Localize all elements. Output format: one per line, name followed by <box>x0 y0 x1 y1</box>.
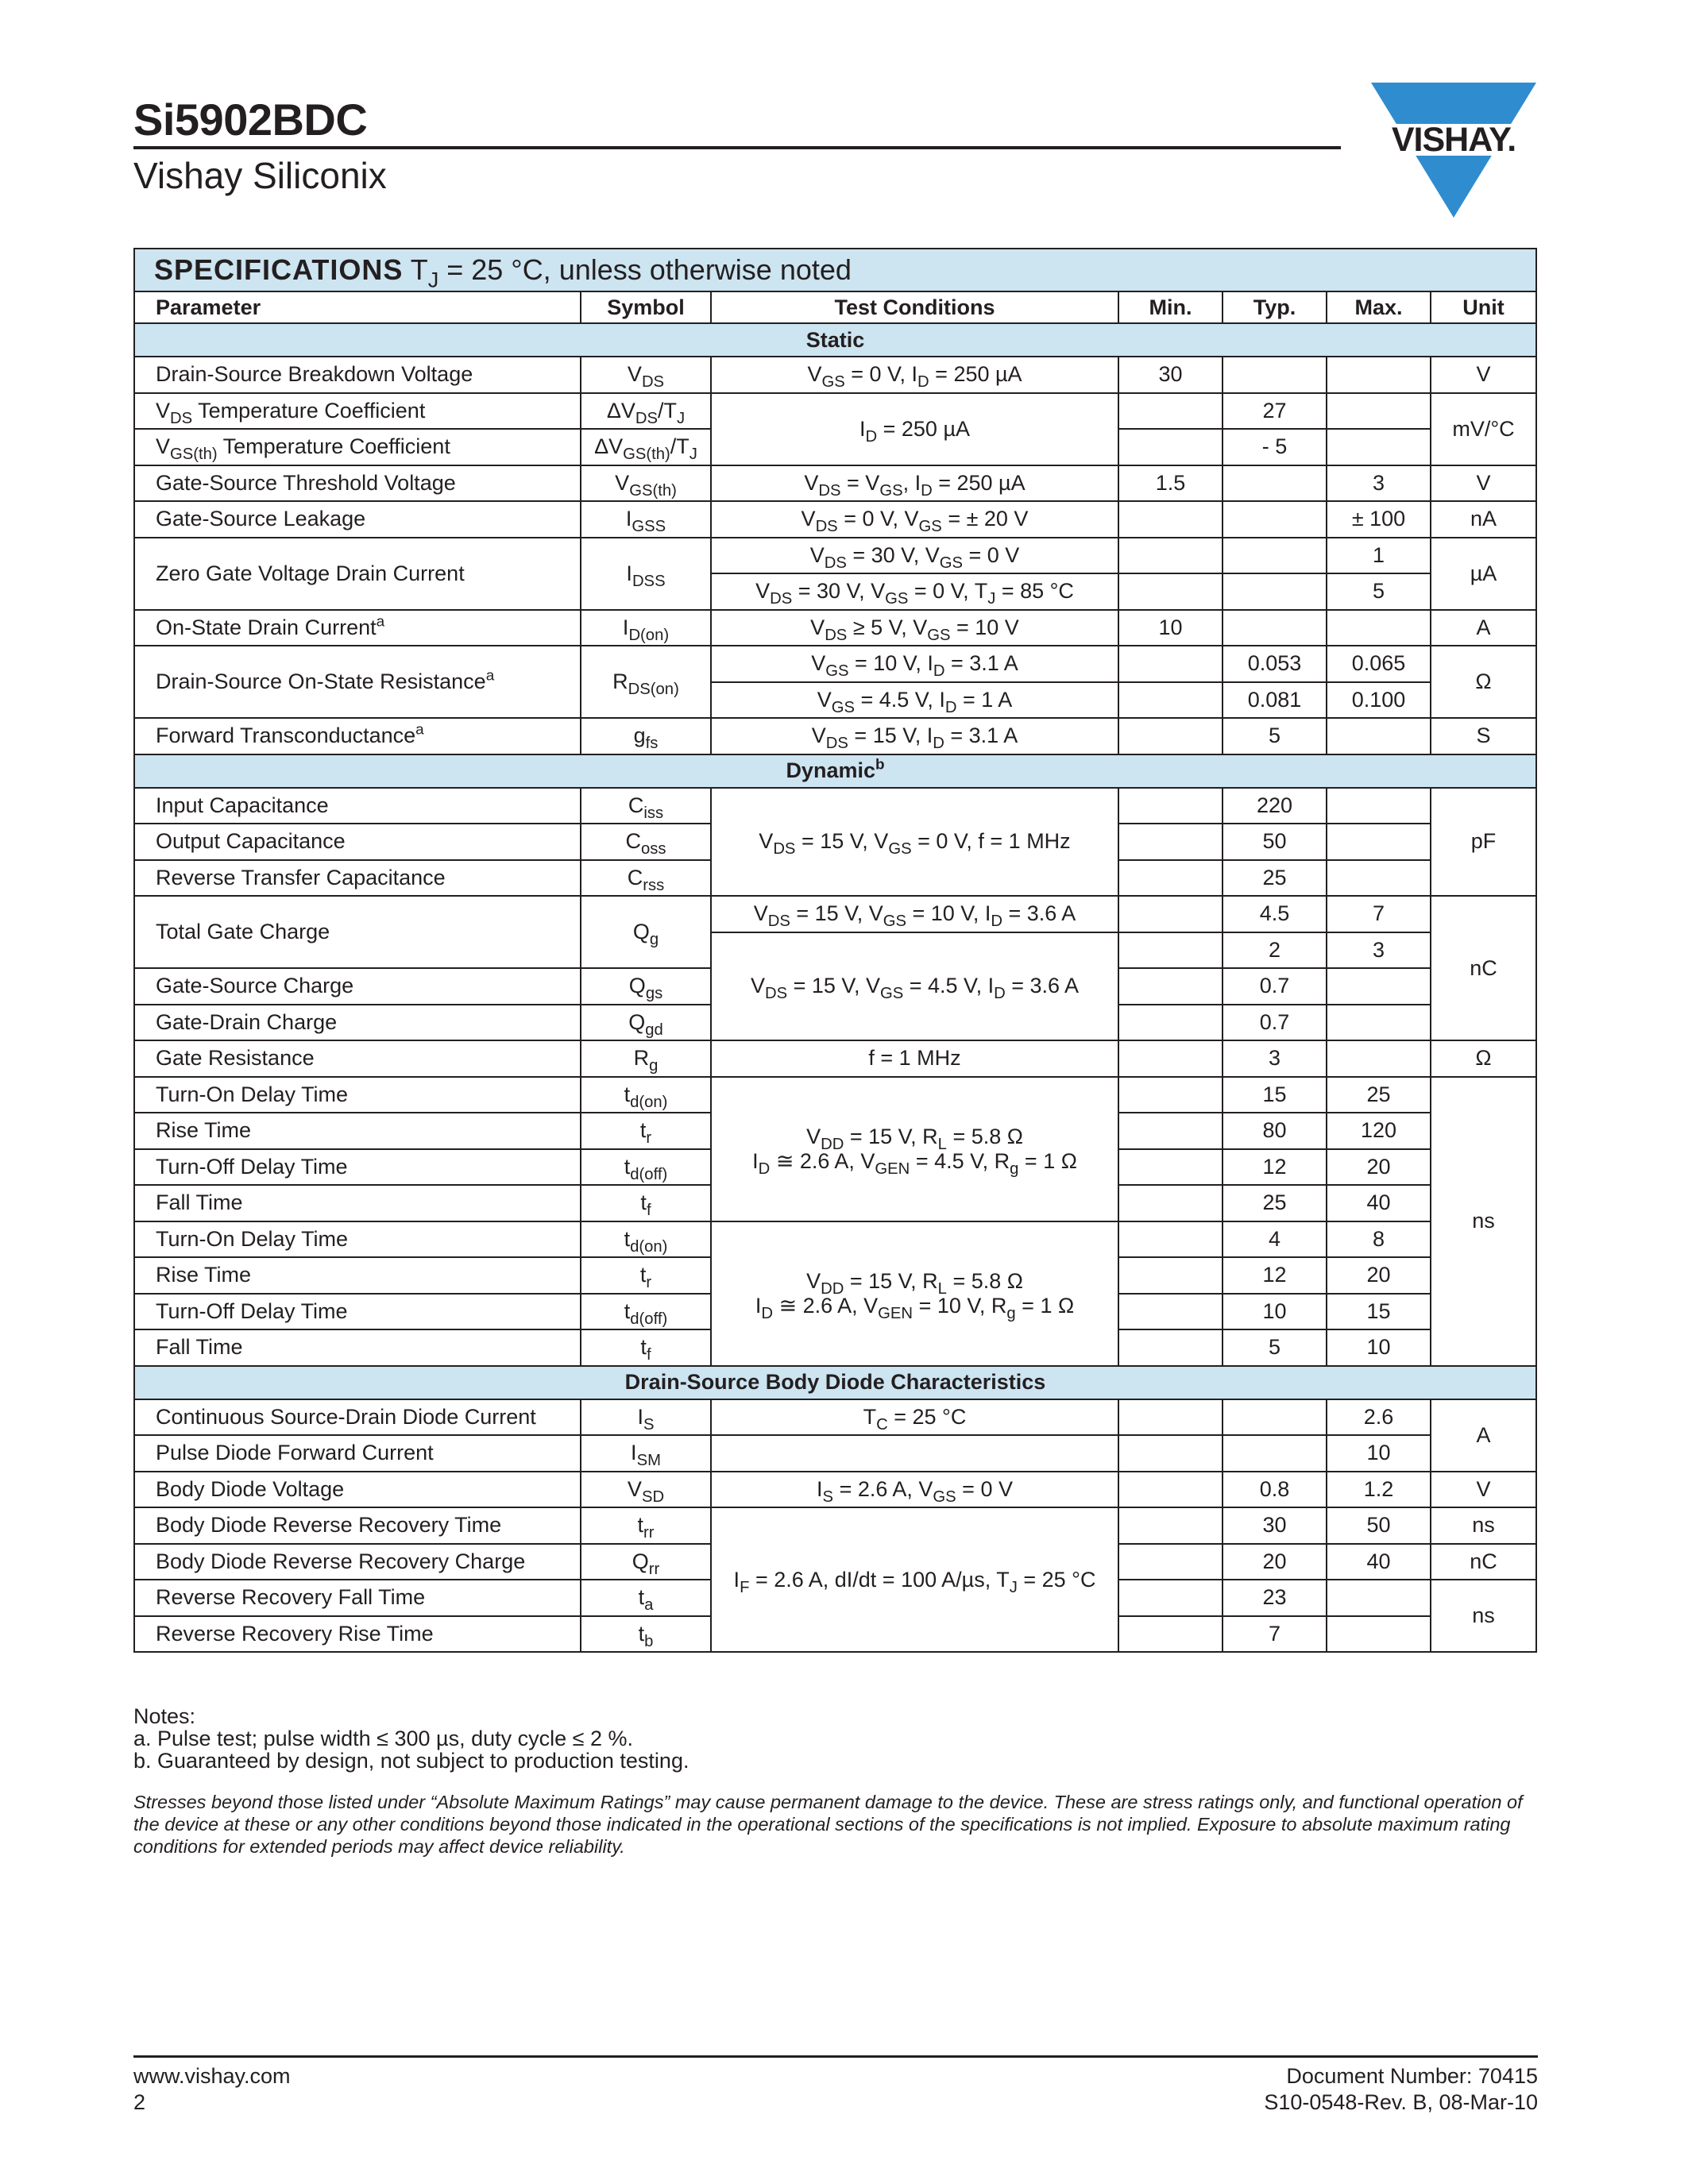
table-header-row <box>134 291 1536 323</box>
table-row: Reverse Recovery Rise Time $t_b$ 7 <box>134 1616 1536 1653</box>
col-header-max: Max. <box>1327 291 1431 323</box>
table-row: $V_{DS} = 15$ V, $V_{GS} = 4.5$ V, $I_D = 3.6$ A 2 3 <box>134 932 1536 969</box>
specifications-table <box>133 248 1537 1653</box>
table-row: On-State Drain Current$^a$ $I_{D(on)}$ $V_{DS} \ge 5$ V, $V_{GS} = 10$ V 10 A <box>134 610 1536 646</box>
vishay-logo <box>1371 83 1536 218</box>
table-row: Reverse Transfer Capacitance $C_{rss}$ 25 <box>134 860 1536 897</box>
table-row: Gate-Source Threshold Voltage $V_{GS(th)}$ $V_{DS} = V_{GS}$, $I_D = 250$ µA 1.5 3 V <box>134 465 1536 502</box>
note-a: a. Pulse test; pulse width ≤ 300 µs, duty cycle ≤ 2 %. <box>133 1727 633 1750</box>
disclaimer: Stresses beyond those listed under “Absolute Maximum Ratings” may cause permanent damage to the device. These are stress ratings only, and functional operation of the device at these or any other conditions beyond those indicated in the operational sections of the specifications is not implied. Exposure to absolute maximum rating conditions for extended periods may affect device reliability. <box>133 1792 1523 1857</box>
document-number: Document Number: 70415 <box>1286 2064 1538 2088</box>
section-static: Static <box>134 323 1536 357</box>
col-header-typ: Typ. <box>1223 291 1327 323</box>
table-row: Continuous Source-Drain Diode Current $I_S$ $T_C = 25$ °C 2.6 A <box>134 1399 1536 1436</box>
table-row: Body Diode Voltage $V_{SD}$ $I_S = 2.6$ A, $V_{GS} = 0$ V 0.8 1.2 V <box>134 1472 1536 1508</box>
table-row: Total Gate Charge $Q_g$ $V_{DS} = 15$ V, $V_{GS} = 10$ V, $I_D = 3.6$ A 4.5 7 nC <box>134 896 1536 932</box>
col-header-unit: Unit <box>1431 291 1536 323</box>
table-row: Input Capacitance $C_{iss}$ $V_{DS} = 15$ V, $V_{GS} = 0$ V, f = 1 MHz 220 pF <box>134 788 1536 824</box>
notes-heading: Notes: <box>133 1704 196 1728</box>
company-name: Vishay Siliconix <box>133 155 387 196</box>
table-row: Rise Time $t_r$ 12 20 <box>134 1257 1536 1294</box>
col-header-symbol: Symbol <box>581 291 711 323</box>
section-dynamic: Dynamic$^b$ <box>134 754 1536 788</box>
table-row: Gate Resistance $R_g$ f = 1 MHz 3 Ω <box>134 1040 1536 1077</box>
logo-text: VISHAY. <box>1391 121 1516 159</box>
table-row: Turn-Off Delay Time $t_{d(off)}$ 12 20 <box>134 1149 1536 1186</box>
table-row: Body Diode Reverse Recovery Time $t_{rr}$ $I_F = 2.6$ A, dI/dt = 100 A/µs, $T_J = 25$ °C 30 50 ns <box>134 1507 1536 1544</box>
table-title-row <box>134 249 1536 291</box>
table-row: Drain-Source On-State Resistance$^a$ $R_{DS(on)}$ $V_{GS} = 10$ V, $I_D = 3.1$ A 0.053 0.065 Ω <box>134 646 1536 682</box>
table-row: Drain-Source Breakdown Voltage $V_{DS}$ $V_{GS} = 0$ V, $I_D = 250$ µA 30 V <box>134 357 1536 393</box>
col-header-min: Min. <box>1118 291 1223 323</box>
table-row: Gate-Drain Charge $Q_{gd}$ 0.7 <box>134 1005 1536 1041</box>
table-row: Body Diode Reverse Recovery Charge $Q_{rr}$ 20 40 nC <box>134 1544 1536 1580</box>
notes <box>133 1705 689 1772</box>
footer-left <box>133 2063 291 2116</box>
part-number: Si5902BDC <box>133 95 368 145</box>
table-row: Pulse Diode Forward Current $I_{SM}$ 10 <box>134 1435 1536 1472</box>
col-header-parameter: Parameter <box>134 291 581 323</box>
table-row: $V_{DS}$ Temperature Coefficient $\Delta V_{DS}/T_J$ $I_D = 250$ µA 27 mV/°C <box>134 393 1536 430</box>
table-row: Zero Gate Voltage Drain Current $I_{DSS}$ $V_{DS} = 30$ V, $V_{GS} = 0$ V 1 µA <box>134 538 1536 574</box>
table-row: Fall Time $t_f$ 25 40 <box>134 1185 1536 1221</box>
table-row: Gate-Source Leakage $I_{GSS}$ $V_{DS} = 0$ V, $V_{GS}$ = ± 20 V ± 100 nA <box>134 501 1536 538</box>
footer-right <box>1264 2063 1538 2116</box>
website-link[interactable]: www.vishay.com <box>133 2064 291 2088</box>
revision: S10-0548-Rev. B, 08-Mar-10 <box>1264 2090 1538 2114</box>
table-row: $V_{DS} = 30$ V, $V_{GS} = 0$ V, $T_J = 85$ °C 5 <box>134 573 1536 610</box>
table-row: Output Capacitance $C_{oss}$ 50 <box>134 824 1536 860</box>
section-body-diode: Drain-Source Body Diode Characteristics <box>134 1366 1536 1399</box>
footer-rule <box>133 2055 1538 2058</box>
table-row: Turn-Off Delay Time $t_{d(off)}$ 10 15 <box>134 1294 1536 1330</box>
col-header-conditions: Test Conditions <box>711 291 1118 323</box>
table-row: Forward Transconductance$^a$ $g_{fs}$ $V_{DS} = 15$ V, $I_D = 3.1$ A 5 S <box>134 718 1536 754</box>
header-rule <box>133 146 1341 149</box>
table-row: Gate-Source Charge $Q_{gs}$ 0.7 <box>134 968 1536 1005</box>
table-row: Rise Time $t_r$ 80 120 <box>134 1113 1536 1149</box>
table-title: SPECIFICATIONS $T_J = 25$ °C, unless otherwise noted <box>134 249 1536 291</box>
table-row: $V_{GS(th)}$ Temperature Coefficient $\Delta V_{GS(th)}/T_J$ - 5 <box>134 429 1536 465</box>
table-row: Turn-On Delay Time $t_{d(on)}$ $V_{DD} = 15$ V, $R_L = 5.8$ Ω $I_D$ ≅ 2.6 A, $V_{GEN} = 10$ V, $R_g = 1$ Ω 4 8 <box>134 1221 1536 1258</box>
table-row: $V_{GS} = 4.5$ V, $I_D = 1$ A 0.081 0.100 <box>134 682 1536 719</box>
page-number: 2 <box>133 2090 146 2114</box>
table-row: Turn-On Delay Time $t_{d(on)}$ $V_{DD} = 15$ V, $R_L = 5.8$ Ω $I_D$ ≅ 2.6 A, $V_{GEN} = 4.5$ V, $R_g = 1$ Ω 15 25 ns <box>134 1077 1536 1113</box>
table-row: Reverse Recovery Fall Time $t_a$ 23 ns <box>134 1580 1536 1616</box>
table-row: Fall Time $t_f$ 5 10 <box>134 1329 1536 1366</box>
note-b: b. Guaranteed by design, not subject to production testing. <box>133 1749 689 1773</box>
